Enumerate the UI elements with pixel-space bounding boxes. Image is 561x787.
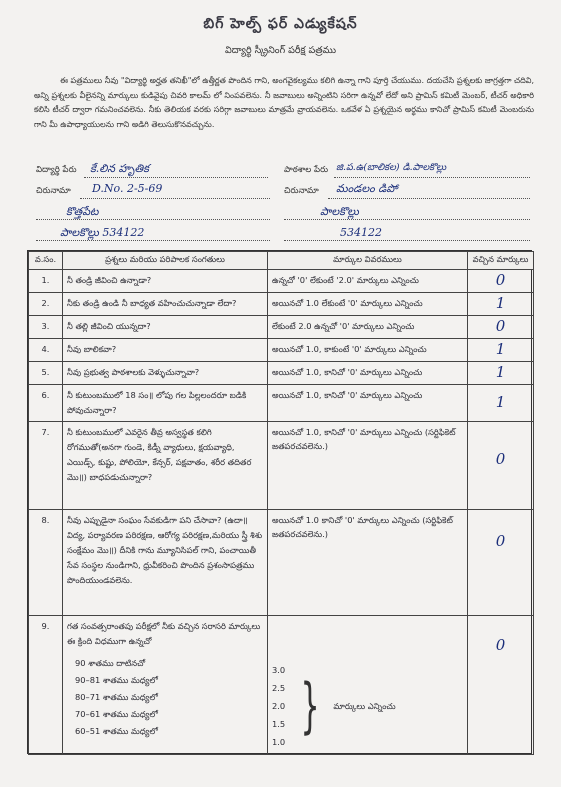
table-row xyxy=(29,422,534,510)
row-question: నీ కుటుంబములో ఎవరైన తీవ్ర అస్వస్థత కలిగి రోగముతో(అనగా గుండె, కిడ్నీ వ్యాధులు, క్షయవ్యాధి, ఎయిడ్స్, కుష్టు, పోలియో, కేన్సర్, పక్షవాతం, శరీర తదితర మొ॥) బాధపడుచున్నారా? xyxy=(63,422,268,510)
row-mark: 0 xyxy=(495,450,506,468)
row-mark-cell[interactable] xyxy=(468,270,534,293)
address2-label: చిరునామా xyxy=(284,186,319,196)
address2-value-1[interactable]: మండలం డిపో xyxy=(336,182,398,195)
school-name-label: పాఠశాల పేరు xyxy=(284,165,329,175)
range-item: 70–61 శాతము మధ్యలో xyxy=(75,709,158,719)
range-item: 60–51 శాతము మధ్యలో xyxy=(75,726,158,736)
row-question: నీ తల్లి జీవించి యున్నదా? xyxy=(63,316,268,339)
address2-value-2[interactable]: పాలకొల్లు xyxy=(320,205,359,218)
row-number: 2. xyxy=(29,293,63,316)
address2-line-1 xyxy=(328,198,530,199)
score-value: 3.0 xyxy=(272,665,286,675)
score-value: 1.0 xyxy=(272,737,286,747)
page-title: బిగ్ హెల్ప్ ఫర్ ఎడ్యుకేషన్ xyxy=(203,16,358,32)
school-name-line xyxy=(334,177,530,178)
row-mark: 0 xyxy=(495,636,506,654)
row-question-cell xyxy=(63,616,268,755)
row-mark-cell[interactable] xyxy=(468,422,534,510)
address-line-1 xyxy=(80,198,270,199)
table-row xyxy=(29,339,534,362)
row-number: 1. xyxy=(29,270,63,293)
row-criteria: అయినచో 1.0 లేకుంటే '0' మార్కులు ఎన్నించు xyxy=(268,293,468,316)
score-group xyxy=(272,661,463,751)
score-value: 2.0 xyxy=(272,701,286,711)
row-mark-cell[interactable] xyxy=(468,316,534,339)
header-criteria: మార్కుల వివరములు xyxy=(268,252,468,270)
table-row xyxy=(29,270,534,293)
range-item: 90–81 శాతము మధ్యలో xyxy=(75,675,158,685)
row-number: 9. xyxy=(29,616,63,755)
table-row xyxy=(29,510,534,616)
row-question: నీ కుటుంబములో 18 సం॥ లోపు గల పిల్లలందరూ బడికి పోవుచున్నారా? xyxy=(63,385,268,422)
table-row xyxy=(29,293,534,316)
brace-glyph: } xyxy=(300,671,320,741)
range-item: 90 శాతము దాటినచో xyxy=(75,658,146,668)
address2-value-3[interactable]: 534122 xyxy=(340,226,382,239)
row-criteria: అయినచో 1.0, కానిచో '0' మార్కులు ఎన్నించు xyxy=(268,385,468,422)
row-criteria: అయినచో 1.0, కానిచో '0' మార్కులు ఎన్నించు xyxy=(268,362,468,385)
header-marks: వచ్చిన మార్కులు xyxy=(468,252,534,270)
header-question: ప్రశ్నలు మరియు పరిపాలక సంగతులు xyxy=(63,252,268,270)
row-criteria: లేకుంటే 2.0 ఉన్నచో '0' మార్కులు ఎన్నించు xyxy=(268,316,468,339)
address-value-3[interactable]: పాలకొల్లు 534122 xyxy=(60,226,145,239)
row-criteria: అయినచో 1.0 కానిచో '0' మార్కులు ఎన్నించు (సర్టిఫికెట్ జతపరచవలెను.) xyxy=(268,510,468,616)
row-mark-cell[interactable] xyxy=(468,510,534,616)
row-question: నీ తండ్రి జీవించి ఉన్నాడా? xyxy=(63,270,268,293)
header-serial: వ.సం. xyxy=(29,252,63,270)
row-number: 8. xyxy=(29,510,63,616)
row-question: నీవు బాలికవా? xyxy=(63,339,268,362)
intro-paragraph: ఈ పత్రములు నీవు "విద్యార్థి అర్హత తనిఖీ"లో ఉత్తీర్ణత పొందిన గాని, అంగవైకల్యము కలిగి ఉన్నా గాని పూర్తి చేయుము. దయచేసి ప్రశ్నలకు జాగ్రత్తగా చదివి, అన్ని ప్రశ్నలకు వీలైనన్ని మార్కులు కుడివైపు చివరి కాలమ్ లో నింపవలెను. నీ జవాబులు అన్నింటిని సరిగా ఉన్నవో లేదో అని ప్రామిస్ కమిటీ మెంబర్, టీచర్ అధికారి కలిసి టీచర్ ద్వారా గమనించవలెను. నీకు తెలియక వరకు సరిగ్గా జవాబులు మాత్రమే వ్రాయవలెను. ఒకవేళ ఏ ప్రశ్నయైన అర్థము కానిచో ప్రామిస్ కమిటీ మెంబరును గాని మీ ఉపాధ్యాయులను గాని అడిగి తెలుసుకొనవచ్చును. xyxy=(34,76,534,129)
score-label: మార్కులు ఎన్నించు xyxy=(333,701,396,711)
row-mark: 0 xyxy=(495,317,506,335)
row-question: నీకు తండ్రి ఉండి నీ బాధ్యత వహించుచున్నాడా లేదా? xyxy=(63,293,268,316)
score-values xyxy=(272,661,285,751)
row-number: 6. xyxy=(29,385,63,422)
row-criteria: అయినచో 1.0, కానిచో '0' మార్కులు ఎన్నించు (సర్టిఫికెట్ జతపరచవలెను.) xyxy=(268,422,468,510)
row-criteria: ఉన్నచో '0' లేకుంటే '2.0' మార్కులు ఎన్నించు xyxy=(268,270,468,293)
row-question: నీవు ఎప్పుడైనా సంఘం సేవకుడిగా పని చేసావా? (ఉదా॥ విద్య, పర్యావరణ పరిరక్షణ, ఆరోగ్య పరిరక్షణ,మరియు స్త్రీ శిశు సంక్షేమం మొ॥) దీనికి గాను మ్యూనిసిపల్ గాని, పంచాయితీ సేవ సంస్థల నుండిగాని, ధ్రువీకరించి పొందిన ప్రశంసాపత్రము పొందియుండవలెను. xyxy=(63,510,268,616)
row-criteria-cell xyxy=(268,616,468,755)
table-row xyxy=(29,362,534,385)
row-mark: 1 xyxy=(495,363,506,381)
row-mark: 1 xyxy=(495,340,506,358)
row-mark-cell[interactable] xyxy=(468,385,534,422)
address-label: చిరునామా xyxy=(36,186,71,196)
range-item: 80–71 శాతము మధ్యలో xyxy=(75,692,158,702)
screening-table xyxy=(27,250,532,754)
score-value: 1.5 xyxy=(272,719,286,729)
row-question: నీవు ప్రభుత్వ పాఠశాలకు వెళ్ళుచున్నావా? xyxy=(63,362,268,385)
row-number: 7. xyxy=(29,422,63,510)
address2-line-3 xyxy=(284,240,530,241)
row-number: 3. xyxy=(29,316,63,339)
row-mark: 0 xyxy=(495,532,506,550)
row-question: గత సంవత్సరాంతపు పరీక్షలో నీకు వచ్చిన సరాసరి మార్కులు ఈ క్రింది విధముగా ఉన్నచో xyxy=(67,621,261,646)
row-mark-cell[interactable] xyxy=(468,616,534,755)
table-row xyxy=(29,316,534,339)
row-mark-cell[interactable] xyxy=(468,293,534,316)
address-value-2[interactable]: కొత్తపేట xyxy=(66,205,99,218)
table-header-row xyxy=(29,252,534,270)
table-row xyxy=(29,385,534,422)
row-criteria: అయినచో 1.0, కాకుంటే '0' మార్కులు ఎన్నించు xyxy=(268,339,468,362)
score-value: 2.5 xyxy=(272,683,286,693)
row-mark-cell[interactable] xyxy=(468,362,534,385)
school-name-value[interactable]: జి.ప.ఉ(బాలికల) డి.పాలకొల్లు xyxy=(336,162,447,173)
page-subtitle: విద్యార్థి స్క్రీనింగ్ పరీక్ష పత్రము xyxy=(224,45,337,56)
table-row xyxy=(29,616,534,755)
student-name-value[interactable]: కే.లిన హృతిక xyxy=(90,162,149,175)
row-mark-cell[interactable] xyxy=(468,339,534,362)
row-mark: 0 xyxy=(495,271,506,289)
row-number: 5. xyxy=(29,362,63,385)
row-number: 4. xyxy=(29,339,63,362)
row-mark: 1 xyxy=(495,294,506,312)
row-mark: 1 xyxy=(495,393,506,411)
range-list xyxy=(67,655,263,740)
address-value-1[interactable]: D.No. 2-5-69 xyxy=(92,182,163,195)
student-name-label: విద్యార్థి పేరు xyxy=(36,165,77,175)
